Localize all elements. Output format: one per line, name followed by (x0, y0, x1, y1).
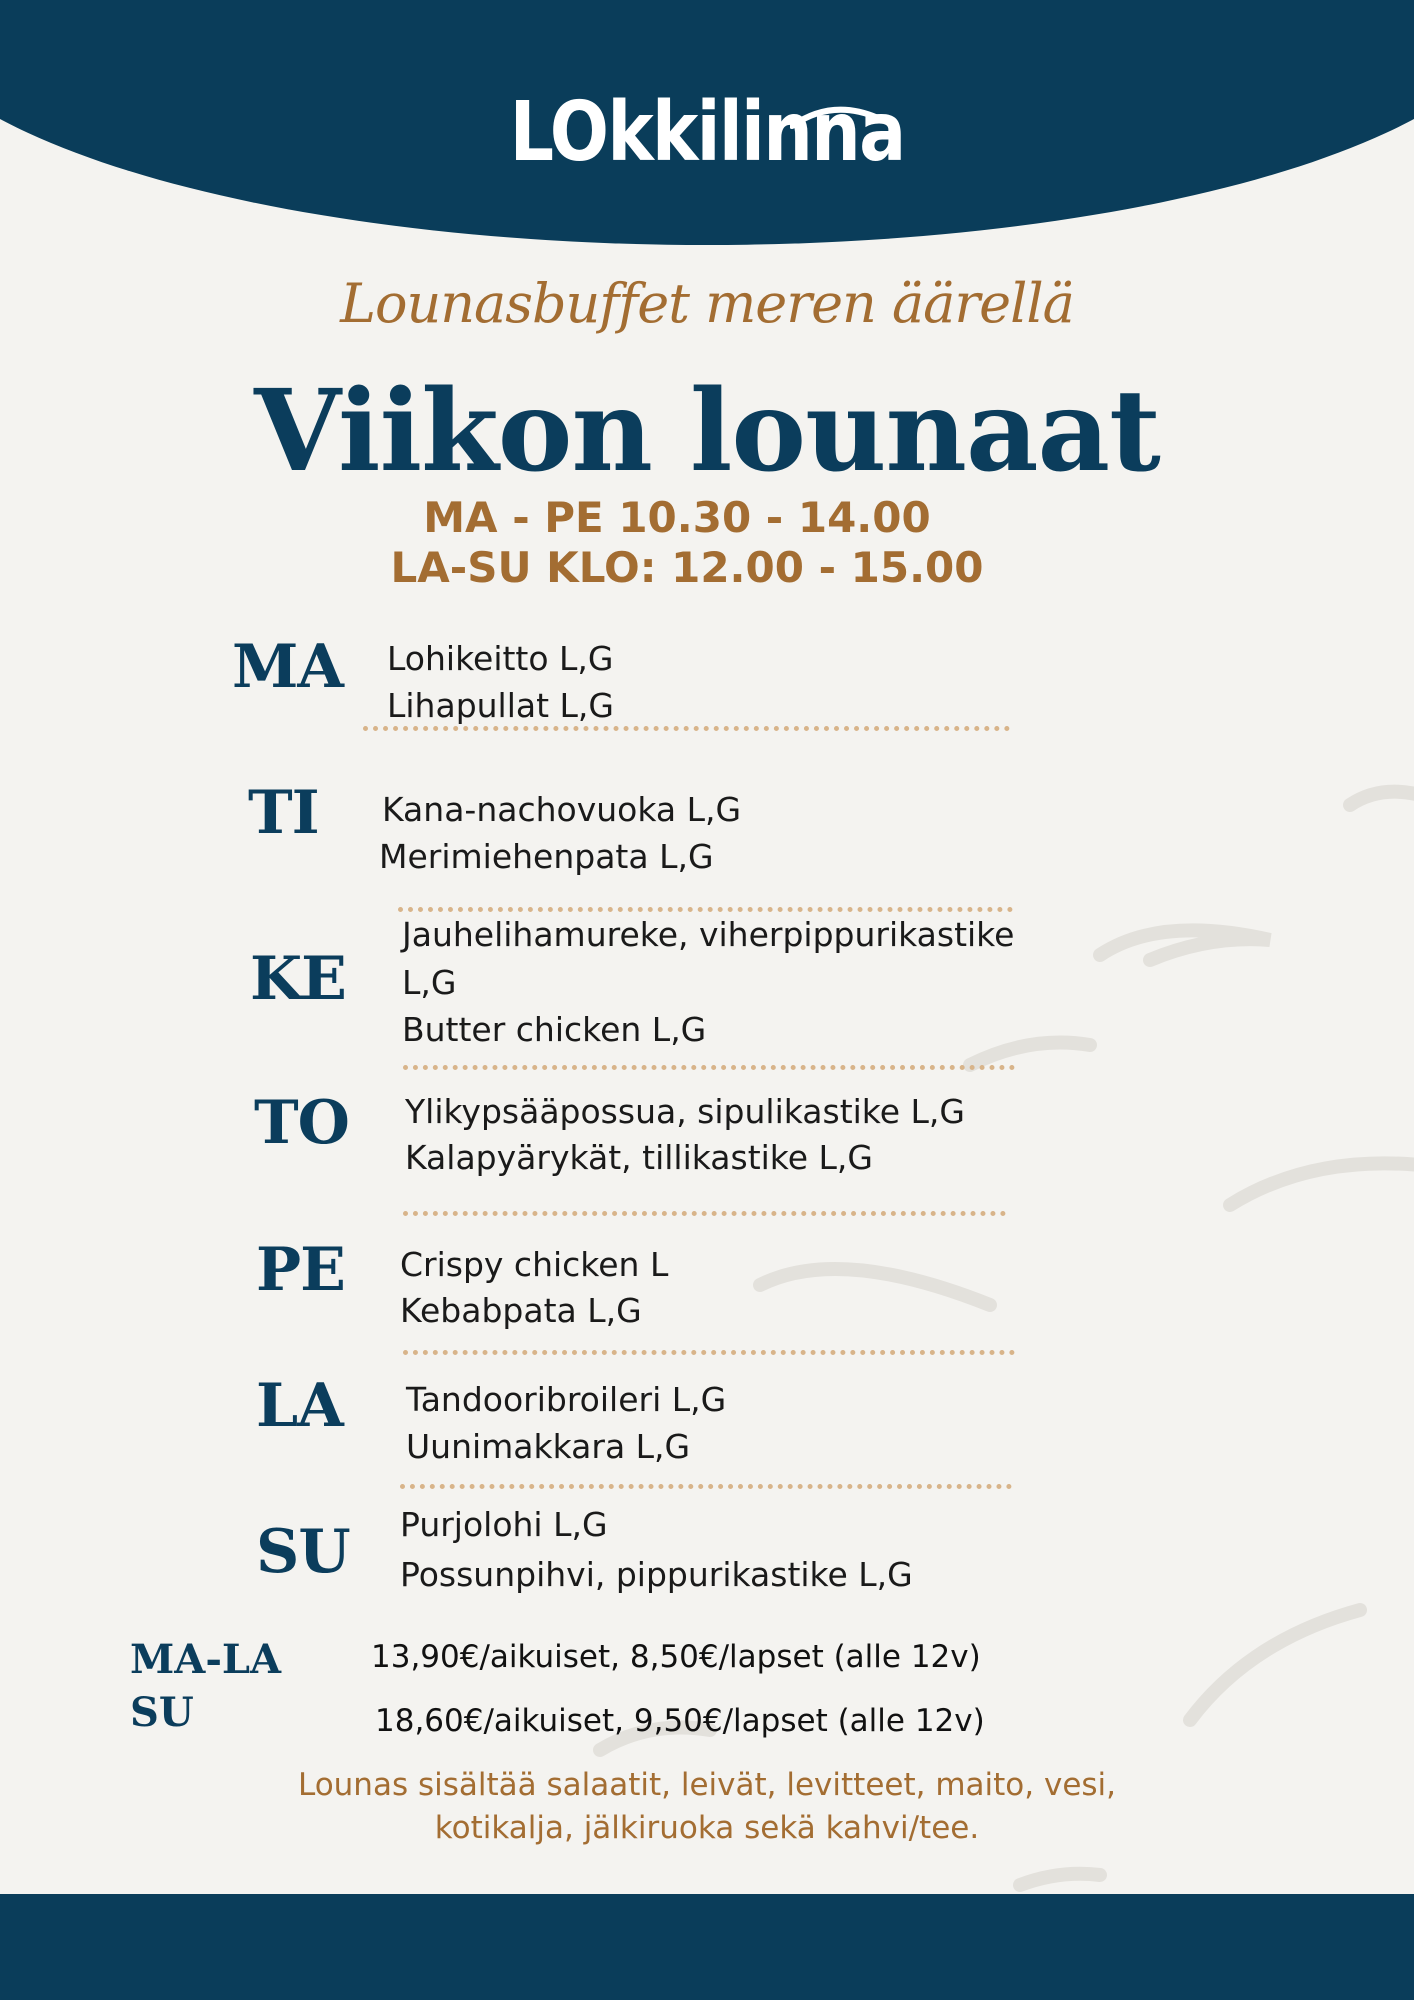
price-label-weekday: MA-LA (130, 1636, 282, 1683)
dish-la-2: Uunimakkara L,G (406, 1427, 691, 1466)
dish-su-2: Possunpihvi, pippurikastike L,G (400, 1555, 913, 1594)
separator (403, 1350, 1015, 1355)
dish-ke-1-cont: L,G (402, 963, 457, 1002)
dish-ma-2: Lihapullat L,G (387, 686, 614, 725)
day-label-ke: KE (250, 944, 346, 1014)
dish-la-1: Tandooribroileri L,G (406, 1380, 727, 1419)
dish-su-1: Purjolohi L,G (400, 1505, 608, 1544)
inclusion-note-line-2: kotikalja, jälkiruoka sekä kahvi/tee. (434, 1810, 980, 1846)
price-label-sunday: SU (130, 1689, 194, 1736)
separator (363, 726, 1010, 731)
hours-weekdays: MA - PE 10.30 - 14.00 (423, 493, 931, 542)
day-label-su: SU (256, 1517, 350, 1587)
day-label-to: TO (254, 1088, 349, 1158)
dish-ti-2: Merimiehenpata L,G (379, 837, 714, 876)
day-label-ti: TI (248, 778, 319, 848)
inclusion-note-line-1: Lounas sisältää salaatit, leivät, levitteet, maito, vesi, (297, 1767, 1117, 1803)
dish-pe-1: Crispy chicken L (400, 1245, 669, 1284)
hours-weekend: LA-SU KLO: 12.00 - 15.00 (390, 543, 984, 592)
day-label-ma: MA (232, 632, 343, 702)
page-title: Viikon lounaat (254, 366, 1160, 497)
day-label-la: LA (256, 1371, 343, 1441)
dish-pe-2: Kebabpata L,G (400, 1291, 642, 1330)
dish-ke-1: Jauhelihamureke, viherpippurikastike (402, 915, 1015, 954)
separator (400, 1484, 1012, 1489)
price-sunday: 18,60€/aikuiset, 9,50€/lapset (alle 12v) (375, 1703, 985, 1739)
separator (403, 1065, 1015, 1070)
separator (403, 1211, 1006, 1216)
day-label-pe: PE (256, 1235, 345, 1305)
dish-to-2: Kalapyärykät, tillikastike L,G (405, 1138, 873, 1177)
brand-logo: LOkkilinna (509, 85, 905, 180)
dish-ke-2: Butter chicken L,G (402, 1010, 707, 1049)
logo-wave-icon (790, 100, 880, 130)
dish-to-1: Ylikypsääpossua, sipulikastike L,G (405, 1092, 965, 1131)
footer-bar (0, 1894, 1414, 2000)
dish-ti-1: Kana-nachovuoka L,G (382, 790, 742, 829)
tagline: Lounasbuffet meren äärellä (340, 272, 1074, 335)
dish-ma-1: Lohikeitto L,G (387, 639, 614, 678)
inclusion-note (0, 1764, 1414, 1850)
price-weekday: 13,90€/aikuiset, 8,50€/lapset (alle 12v) (371, 1639, 981, 1675)
